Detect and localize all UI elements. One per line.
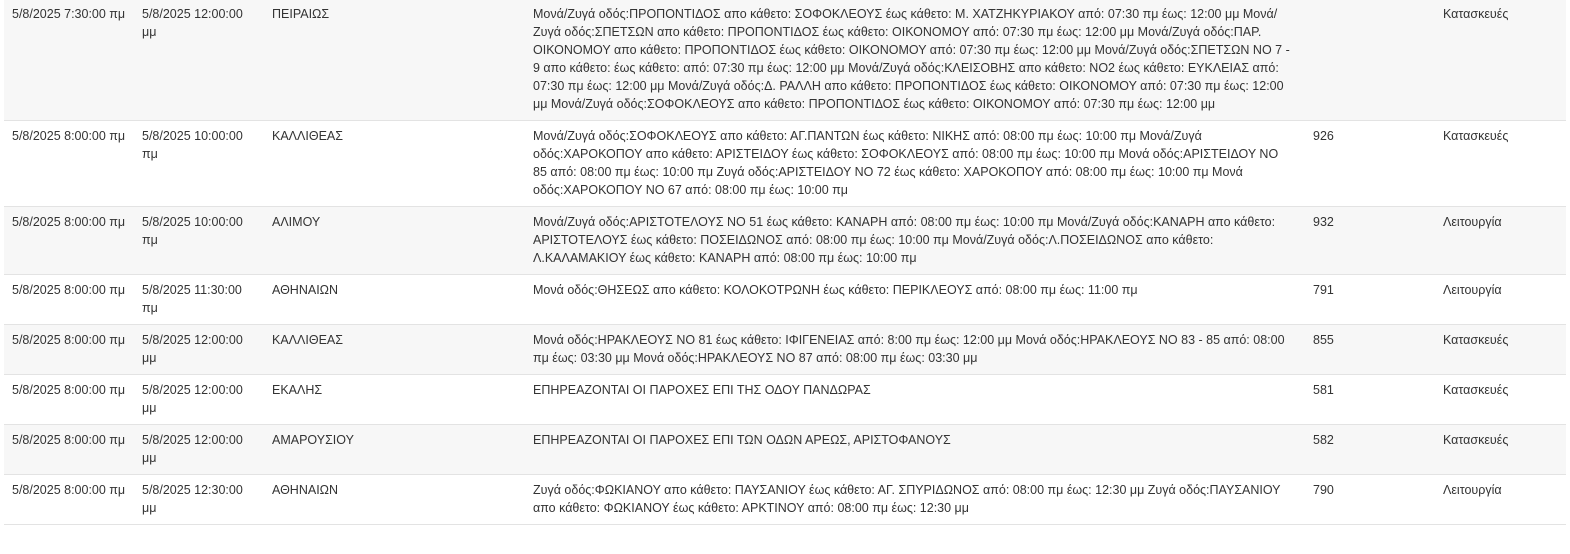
number-cell: 791 [1305,275,1435,325]
table-row [4,207,1566,275]
end-datetime-cell: 5/8/2025 11:30:00 πμ [134,275,264,325]
type-cell: Κατασκευές [1435,375,1566,425]
type-cell: Λειτουργία [1435,275,1566,325]
number-cell: 582 [1305,425,1435,475]
number-cell: 932 [1305,207,1435,275]
number-cell: 926 [1305,121,1435,207]
type-cell: Κατασκευές [1435,0,1566,121]
start-datetime-cell: 5/8/2025 7:30:00 πμ [4,0,134,121]
table-row [4,0,1566,121]
start-datetime-cell: 5/8/2025 8:00:00 πμ [4,207,134,275]
description-cell: Μονά/Ζυγά οδός:ΑΡΙΣΤΟΤΕΛΟΥΣ ΝΟ 51 έως κάθετο: ΚΑΝΑΡΗ από: 08:00 πμ έως: 10:00 πμ Μονά/Ζυγά οδός:ΚΑΝΑΡΗ απο κάθετο: ΑΡΙΣΤΟΤΕΛΟΥΣ έως κάθετο: ΠΟΣΕΙΔΩΝΟΣ από: 08:00 πμ έως: 10:00 πμ Μονά/Ζυγά οδός:Λ.ΠΟΣΕΙΔΩΝΟΣ απο κάθετο: Λ.ΚΑΛΑΜΑΚΙΟΥ έως κάθετο: ΚΑΝΑΡΗ από: 08:00 πμ έως: 10:00 πμ [525,207,1305,275]
end-datetime-cell: 5/8/2025 12:00:00 μμ [134,0,264,121]
start-datetime-cell: 5/8/2025 8:00:00 πμ [4,325,134,375]
area-cell: ΑΜΑΡΟΥΣΙΟΥ [264,425,525,475]
table-row [4,375,1566,425]
description-cell: ΕΠΗΡΕΑΖΟΝΤΑΙ ΟΙ ΠΑΡΟΧΕΣ ΕΠΙ ΤΗΣ ΟΔΟΥ ΠΑΝΔΩΡΑΣ [525,375,1305,425]
outages-table [4,0,1566,525]
area-cell: ΕΚΑΛΗΣ [264,375,525,425]
area-cell: ΑΘΗΝΑΙΩΝ [264,475,525,525]
table-row [4,325,1566,375]
end-datetime-cell: 5/8/2025 12:00:00 μμ [134,325,264,375]
area-cell: ΑΛΙΜΟΥ [264,207,525,275]
area-cell: ΚΑΛΛΙΘΕΑΣ [264,121,525,207]
table-row [4,121,1566,207]
outages-table-container [4,0,1566,525]
start-datetime-cell: 5/8/2025 8:00:00 πμ [4,121,134,207]
number-cell: 790 [1305,475,1435,525]
start-datetime-cell: 5/8/2025 8:00:00 πμ [4,425,134,475]
type-cell: Λειτουργία [1435,207,1566,275]
number-cell [1305,0,1435,121]
description-cell: Μονά/Ζυγά οδός:ΠΡΟΠΟΝΤΙΔΟΣ απο κάθετο: ΣΟΦΟΚΛΕΟΥΣ έως κάθετο: Μ. ΧΑΤΖΗΚΥΡΙΑΚΟΥ από: 07:30 πμ έως: 12:00 μμ Μονά/Ζυγά οδός:ΣΠΕΤΣΩΝ απο κάθετο: ΠΡΟΠΟΝΤΙΔΟΣ έως κάθετο: ΟΙΚΟΝΟΜΟΥ από: 07:30 πμ έως: 12:00 μμ Μονά/Ζυγά οδός:ΠΑΡ. ΟΙΚΟΝΟΜΟΥ απο κάθετο: ΠΡΟΠΟΝΤΙΔΟΣ έως κάθετο: ΟΙΚΟΝΟΜΟΥ από: 07:30 πμ έως: 12:00 μμ Μονά/Ζυγά οδός:ΣΠΕΤΣΩΝ ΝΟ 7 - 9 απο κάθετο: έως κάθετο: από: 07:30 πμ έως: 12:00 μμ Μονά/Ζυγά οδός:ΚΛΕΙΣΟΒΗΣ απο κάθετο: ΝΟ2 έως κάθετο: ΕΥΚΛΕΙΑΣ από: 07:30 πμ έως: 12:00 μμ Μονά/Ζυγά οδός:Δ. ΡΑΛΛΗ απο κάθετο: ΠΡΟΠΟΝΤΙΔΟΣ έως κάθετο: ΟΙΚΟΝΟΜΟΥ από: 07:30 πμ έως: 12:00 μμ Μονά/Ζυγά οδός:ΣΟΦΟΚΛΕΟΥΣ απο κάθετο: ΠΡΟΠΟΝΤΙΔΟΣ έως κάθετο: ΟΙΚΟΝΟΜΟΥ από: 07:30 πμ έως: 12:00 μμ [525,0,1305,121]
table-row [4,275,1566,325]
type-cell: Κατασκευές [1435,325,1566,375]
type-cell: Κατασκευές [1435,121,1566,207]
area-cell: ΑΘΗΝΑΙΩΝ [264,275,525,325]
number-cell: 855 [1305,325,1435,375]
type-cell: Κατασκευές [1435,425,1566,475]
end-datetime-cell: 5/8/2025 10:00:00 πμ [134,121,264,207]
description-cell: Μονά/Ζυγά οδός:ΣΟΦΟΚΛΕΟΥΣ απο κάθετο: ΑΓ.ΠΑΝΤΩΝ έως κάθετο: ΝΙΚΗΣ από: 08:00 πμ έως: 10:00 πμ Μονά/Ζυγά οδός:ΧΑΡΟΚΟΠΟΥ απο κάθετο: ΑΡΙΣΤΕΙΔΟΥ έως κάθετο: ΣΟΦΟΚΛΕΟΥΣ από: 08:00 πμ έως: 10:00 πμ Μονά οδός:ΑΡΙΣΤΕΙΔΟΥ ΝΟ 85 από: 08:00 πμ έως: 10:00 πμ Ζυγά οδός:ΑΡΙΣΤΕΙΔΟΥ ΝΟ 72 έως κάθετο: ΧΑΡΟΚΟΠΟΥ από: 08:00 πμ έως: 10:00 πμ Μονά οδός:ΧΑΡΟΚΟΠΟΥ ΝΟ 67 από: 08:00 πμ έως: 10:00 πμ [525,121,1305,207]
end-datetime-cell: 5/8/2025 12:00:00 μμ [134,425,264,475]
description-cell: Μονά οδός:ΘΗΣΕΩΣ απο κάθετο: ΚΟΛΟΚΟΤΡΩΝΗ έως κάθετο: ΠΕΡΙΚΛΕΟΥΣ από: 08:00 πμ έως: 11:00 πμ [525,275,1305,325]
area-cell: ΠΕΙΡΑΙΩΣ [264,0,525,121]
end-datetime-cell: 5/8/2025 12:30:00 μμ [134,475,264,525]
start-datetime-cell: 5/8/2025 8:00:00 πμ [4,475,134,525]
outages-table-body [4,0,1566,525]
description-cell: Ζυγά οδός:ΦΩΚΙΑΝΟΥ απο κάθετο: ΠΑΥΣΑΝΙΟΥ έως κάθετο: ΑΓ. ΣΠΥΡΙΔΩΝΟΣ από: 08:00 πμ έως: 12:30 μμ Ζυγά οδός:ΠΑΥΣΑΝΙΟΥ απο κάθετο: ΦΩΚΙΑΝΟΥ έως κάθετο: ΑΡΚΤΙΝΟΥ από: 08:00 πμ έως: 12:30 μμ [525,475,1305,525]
end-datetime-cell: 5/8/2025 10:00:00 πμ [134,207,264,275]
type-cell: Λειτουργία [1435,475,1566,525]
description-cell: Μονά οδός:ΗΡΑΚΛΕΟΥΣ ΝΟ 81 έως κάθετο: ΙΦΙΓΕΝΕΙΑΣ από: 8:00 πμ έως: 12:00 μμ Μονά οδός:ΗΡΑΚΛΕΟΥΣ ΝΟ 83 - 85 από: 08:00 πμ έως: 03:30 μμ Μονά οδός:ΗΡΑΚΛΕΟΥΣ ΝΟ 87 από: 08:00 πμ έως: 03:30 μμ [525,325,1305,375]
area-cell: ΚΑΛΛΙΘΕΑΣ [264,325,525,375]
end-datetime-cell: 5/8/2025 12:00:00 μμ [134,375,264,425]
table-row [4,425,1566,475]
table-row [4,475,1566,525]
start-datetime-cell: 5/8/2025 8:00:00 πμ [4,375,134,425]
number-cell: 581 [1305,375,1435,425]
start-datetime-cell: 5/8/2025 8:00:00 πμ [4,275,134,325]
description-cell: ΕΠΗΡΕΑΖΟΝΤΑΙ ΟΙ ΠΑΡΟΧΕΣ ΕΠΙ ΤΩΝ ΟΔΩΝ ΑΡΕΩΣ, ΑΡΙΣΤΟΦΑΝΟΥΣ [525,425,1305,475]
